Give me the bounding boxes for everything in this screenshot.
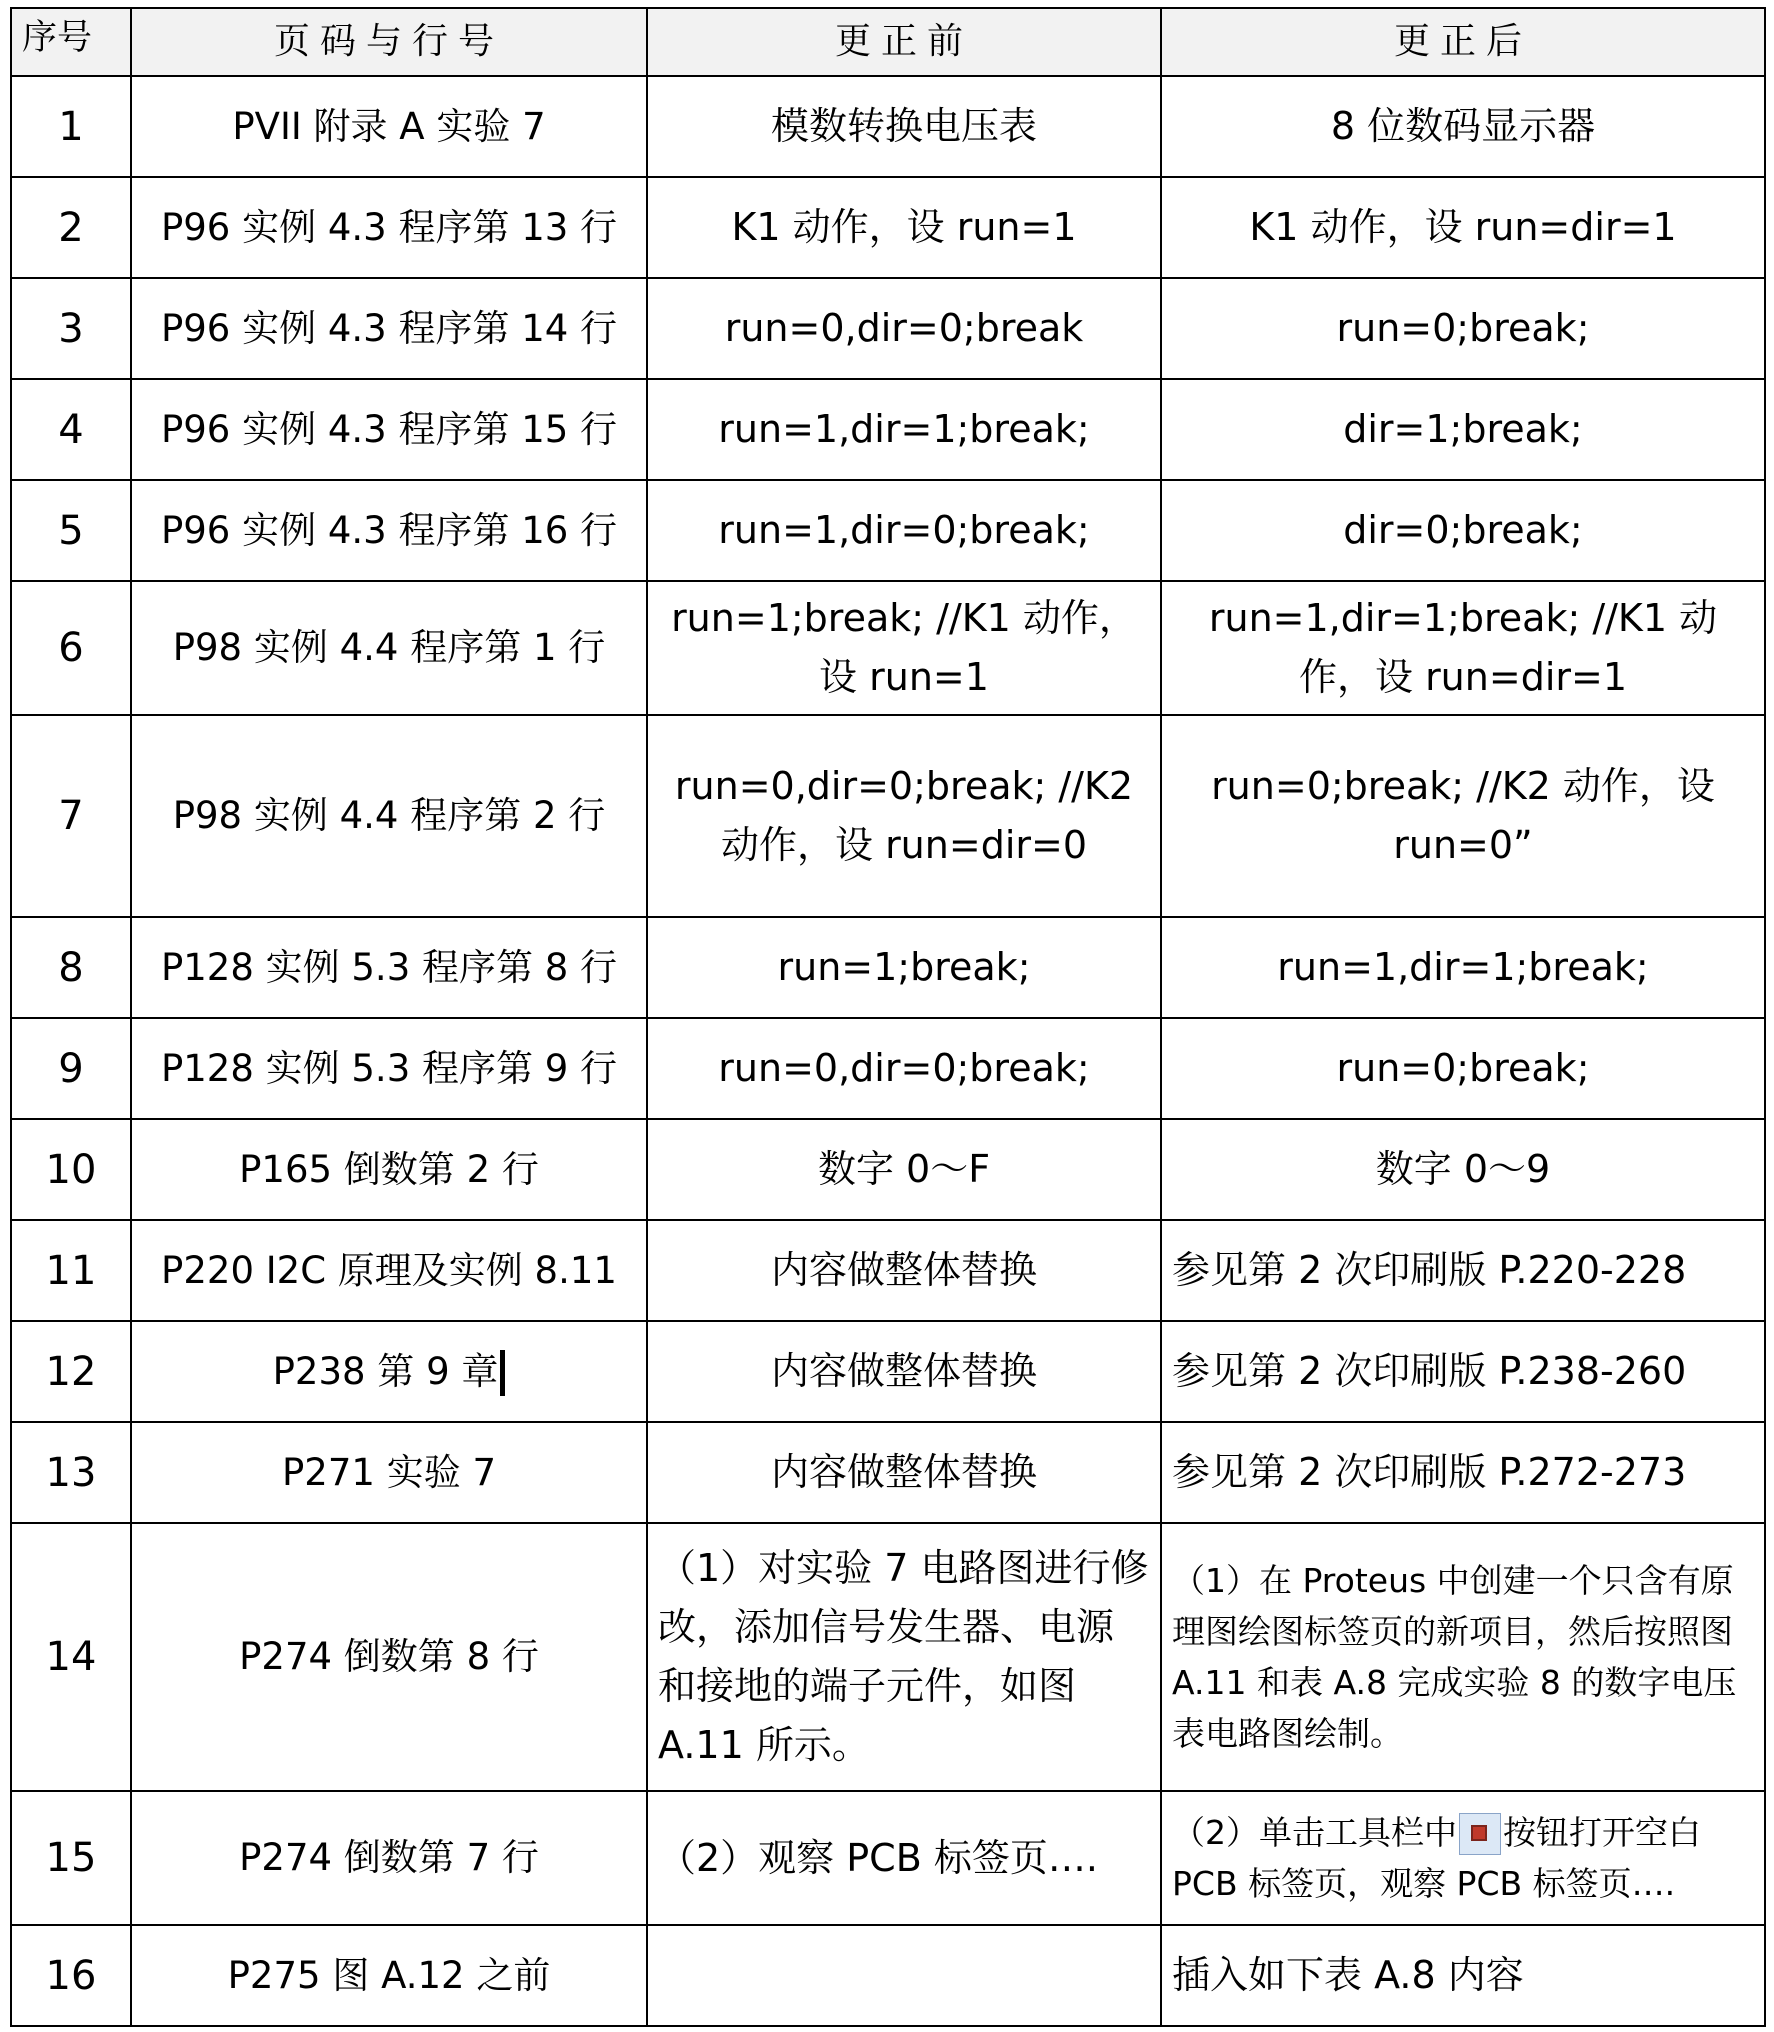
row-before: 模数转换电压表 xyxy=(647,76,1161,177)
table-row xyxy=(11,581,1765,715)
table-row xyxy=(11,917,1765,1018)
table-row xyxy=(11,1321,1765,1422)
row-after xyxy=(1161,1791,1765,1925)
row-page-line: P220 I2C 原理及实例 8.11 xyxy=(131,1220,647,1321)
row-no: 15 xyxy=(11,1791,131,1925)
row-page-line: P98 实例 4.4 程序第 1 行 xyxy=(131,581,647,715)
row-before: run=1,dir=0;break; xyxy=(647,480,1161,581)
row-after-text-a: （2）单击工具栏中 xyxy=(1172,1812,1457,1852)
row-after: 数字 0～9 xyxy=(1161,1119,1765,1220)
row-before: run=1;break; //K1 动作，设 run=1 xyxy=(647,581,1161,715)
row-before: 内容做整体替换 xyxy=(647,1220,1161,1321)
row-no: 12 xyxy=(11,1321,131,1422)
row-no: 8 xyxy=(11,917,131,1018)
header-page-line: 页码与行号 xyxy=(131,8,647,76)
row-before: 内容做整体替换 xyxy=(647,1422,1161,1523)
row-no: 2 xyxy=(11,177,131,278)
header-before: 更正前 xyxy=(647,8,1161,76)
row-no: 6 xyxy=(11,581,131,715)
errata-table xyxy=(10,7,1766,2027)
row-page-line: P271 实验 7 xyxy=(131,1422,647,1523)
table-row xyxy=(11,1523,1765,1791)
row-no: 3 xyxy=(11,278,131,379)
row-page-line: P274 倒数第 8 行 xyxy=(131,1523,647,1791)
row-page-line: P165 倒数第 2 行 xyxy=(131,1119,647,1220)
row-page-line: P96 实例 4.3 程序第 14 行 xyxy=(131,278,647,379)
pcb-layout-icon xyxy=(1459,1813,1501,1855)
row-after: 8 位数码显示器 xyxy=(1161,76,1765,177)
row-no: 7 xyxy=(11,715,131,917)
row-after: 参见第 2 次印刷版 P.238-260 xyxy=(1161,1321,1765,1422)
row-before: （2）观察 PCB 标签页…. xyxy=(647,1791,1161,1925)
row-before: run=1;break; xyxy=(647,917,1161,1018)
row-page-line: P96 实例 4.3 程序第 15 行 xyxy=(131,379,647,480)
table-row xyxy=(11,1220,1765,1321)
row-page-line-text: P238 第 9 章 xyxy=(272,1349,499,1393)
table-row xyxy=(11,480,1765,581)
row-after: （1）在 Proteus 中创建一个只含有原理图绘图标签页的新项目，然后按照图 A.11 和表 A.8 完成实验 8 的数字电压表电路图绘制。 xyxy=(1161,1523,1765,1791)
row-before: run=1,dir=1;break; xyxy=(647,379,1161,480)
text-cursor xyxy=(500,1350,505,1396)
row-before: run=0,dir=0;break xyxy=(647,278,1161,379)
row-page-line: P128 实例 5.3 程序第 9 行 xyxy=(131,1018,647,1119)
row-after: run=1,dir=1;break; //K1 动作，设 run=dir=1 xyxy=(1161,581,1765,715)
row-after: dir=0;break; xyxy=(1161,480,1765,581)
row-before xyxy=(647,1925,1161,2026)
table-row xyxy=(11,379,1765,480)
row-before: K1 动作，设 run=1 xyxy=(647,177,1161,278)
row-page-line: P274 倒数第 7 行 xyxy=(131,1791,647,1925)
row-before: 数字 0～F xyxy=(647,1119,1161,1220)
row-after: 参见第 2 次印刷版 P.220-228 xyxy=(1161,1220,1765,1321)
table-row xyxy=(11,177,1765,278)
row-after: dir=1;break; xyxy=(1161,379,1765,480)
table-row xyxy=(11,1422,1765,1523)
table-row xyxy=(11,1791,1765,1925)
row-page-line: P98 实例 4.4 程序第 2 行 xyxy=(131,715,647,917)
row-after: 插入如下表 A.8 内容 xyxy=(1161,1925,1765,2026)
row-after: run=0;break; xyxy=(1161,1018,1765,1119)
row-no: 13 xyxy=(11,1422,131,1523)
table-row xyxy=(11,1119,1765,1220)
row-after-text-b: 按钮打开空白 PCB 标签页，观察 PCB 标签页…. xyxy=(1172,1812,1701,1903)
row-after: K1 动作，设 run=dir=1 xyxy=(1161,177,1765,278)
row-no: 9 xyxy=(11,1018,131,1119)
row-after: 参见第 2 次印刷版 P.272-273 xyxy=(1161,1422,1765,1523)
header-after: 更正后 xyxy=(1161,8,1765,76)
table-row xyxy=(11,715,1765,917)
header-no: 序号 xyxy=(11,8,131,76)
table-row xyxy=(11,1018,1765,1119)
row-page-line: P96 实例 4.3 程序第 13 行 xyxy=(131,177,647,278)
row-after: run=1,dir=1;break; xyxy=(1161,917,1765,1018)
row-no: 5 xyxy=(11,480,131,581)
row-no: 14 xyxy=(11,1523,131,1791)
table-row xyxy=(11,1925,1765,2026)
row-no: 10 xyxy=(11,1119,131,1220)
row-after: run=0;break; //K2 动作，设 run=0” xyxy=(1161,715,1765,917)
row-no: 4 xyxy=(11,379,131,480)
row-page-line: P128 实例 5.3 程序第 8 行 xyxy=(131,917,647,1018)
table-row xyxy=(11,76,1765,177)
row-after: run=0;break; xyxy=(1161,278,1765,379)
row-no: 16 xyxy=(11,1925,131,2026)
row-page-line xyxy=(131,1321,647,1422)
row-no: 11 xyxy=(11,1220,131,1321)
row-page-line: P275 图 A.12 之前 xyxy=(131,1925,647,2026)
row-no: 1 xyxy=(11,76,131,177)
row-before: run=0,dir=0;break; xyxy=(647,1018,1161,1119)
table-row xyxy=(11,278,1765,379)
row-before: （1）对实验 7 电路图进行修改，添加信号发生器、电源和接地的端子元件，如图 A.11 所示。 xyxy=(647,1523,1161,1791)
header-row xyxy=(11,8,1765,76)
row-page-line: PVII 附录 A 实验 7 xyxy=(131,76,647,177)
row-before: 内容做整体替换 xyxy=(647,1321,1161,1422)
row-page-line: P96 实例 4.3 程序第 16 行 xyxy=(131,480,647,581)
row-before: run=0,dir=0;break; //K2 动作，设 run=dir=0 xyxy=(647,715,1161,917)
